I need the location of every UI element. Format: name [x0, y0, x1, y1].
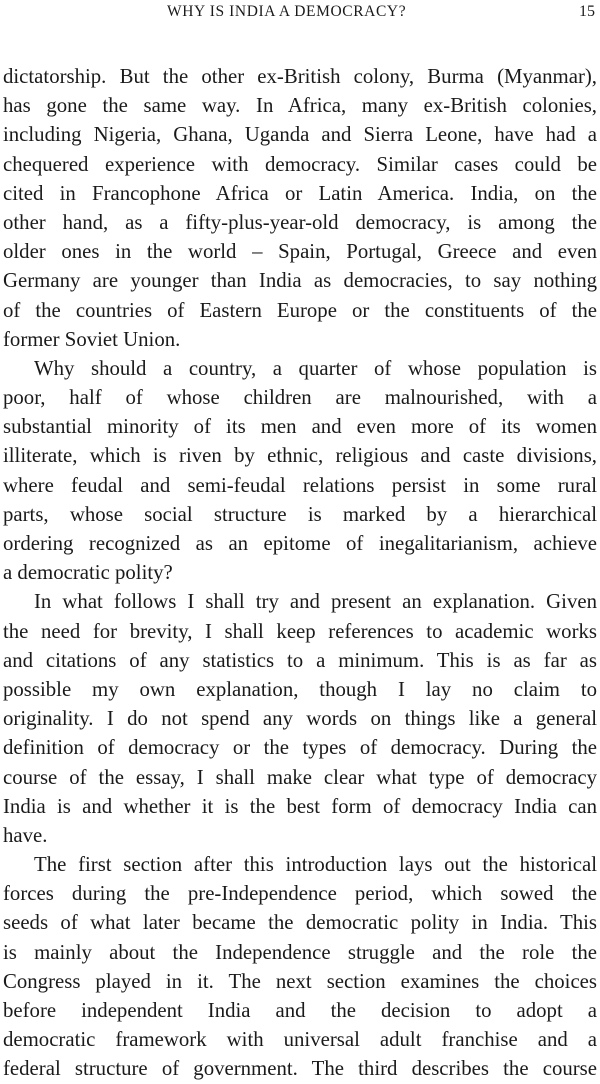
text-line: substantial minority of its men and even more of its women	[3, 415, 597, 439]
text-line: illiterate, which is riven by ethnic, religious and caste divisions,	[3, 444, 597, 468]
text-line: India is and whether it is the best form of democracy India can	[3, 794, 597, 818]
text-line: originality. I do not spend any words on things like a general	[3, 707, 597, 731]
text-line: possible my own explanation, though I lay no claim to	[3, 677, 597, 701]
text-line: Germany are younger than India as democracies, to say nothing	[3, 269, 597, 293]
text-line: poor, half of whose children are malnourished, with a	[3, 386, 597, 410]
text-line: including Nigeria, Ghana, Uganda and Sierra Leone, have had a	[3, 123, 597, 147]
text-line: former Soviet Union.	[3, 327, 181, 351]
text-line: have.	[3, 823, 48, 847]
text-line: is mainly about the Independence struggle and the role the	[3, 940, 597, 964]
text-line: ordering recognized as an epitome of inegalitarianism, achieve	[3, 532, 597, 555]
text-line: democratic framework with universal adult franchise and a	[3, 1028, 597, 1052]
page-number: 15	[579, 3, 595, 20]
text-line: the need for brevity, I shall keep references to academic works	[3, 619, 597, 643]
body-text	[3, 62, 597, 1084]
text-line: cited in Francophone Africa or Latin America. India, on the	[3, 181, 597, 205]
paragraph	[3, 850, 597, 1084]
text-line: and citations of any statistics to a minimum. This is as far as	[3, 648, 597, 672]
text-line: parts, whose social structure is marked by a hierarchical	[3, 502, 597, 526]
text-line: where feudal and semi-feudal relations persist in some rural	[3, 473, 597, 497]
text-line: a democratic polity?	[3, 561, 173, 585]
text-line: other hand, as a fifty-plus-year-old democracy, is among the	[3, 210, 597, 234]
text-line: definition of democracy or the types of democracy. During the	[3, 736, 597, 760]
running-head	[0, 3, 600, 25]
text-line: Congress played in it. The next section examines the choices	[3, 969, 597, 993]
paragraph	[3, 587, 597, 850]
text-line: course of the essay, I shall make clear what type of democracy	[3, 765, 597, 789]
text-line: forces during the pre-Independence period, which sowed the	[3, 882, 597, 906]
paragraph	[3, 62, 597, 354]
paragraph	[3, 354, 597, 588]
text-line: seeds of what later became the democratic polity in India. This	[3, 911, 597, 935]
text-line: before independent India and the decision to adopt a	[3, 999, 597, 1022]
text-line: federal structure of government. The third describes the course	[3, 1057, 597, 1081]
text-line: of the countries of Eastern Europe or the constituents of the	[3, 298, 597, 322]
running-title: WHY IS INDIA A DEMOCRACY?	[167, 3, 407, 20]
text-line: chequered experience with democracy. Similar cases could be	[3, 152, 597, 176]
text-line: Why should a country, a quarter of whose population is	[34, 356, 597, 380]
text-line: has gone the same way. In Africa, many ex-British colonies,	[3, 94, 597, 118]
text-line: dictatorship. But the other ex-British colony, Burma (Myanmar),	[3, 65, 597, 88]
text-line: In what follows I shall try and present an explanation. Given	[34, 590, 597, 614]
text-line: The first section after this introduction lays out the historical	[34, 853, 597, 877]
text-line: older ones in the world – Spain, Portugal, Greece and even	[3, 240, 597, 264]
